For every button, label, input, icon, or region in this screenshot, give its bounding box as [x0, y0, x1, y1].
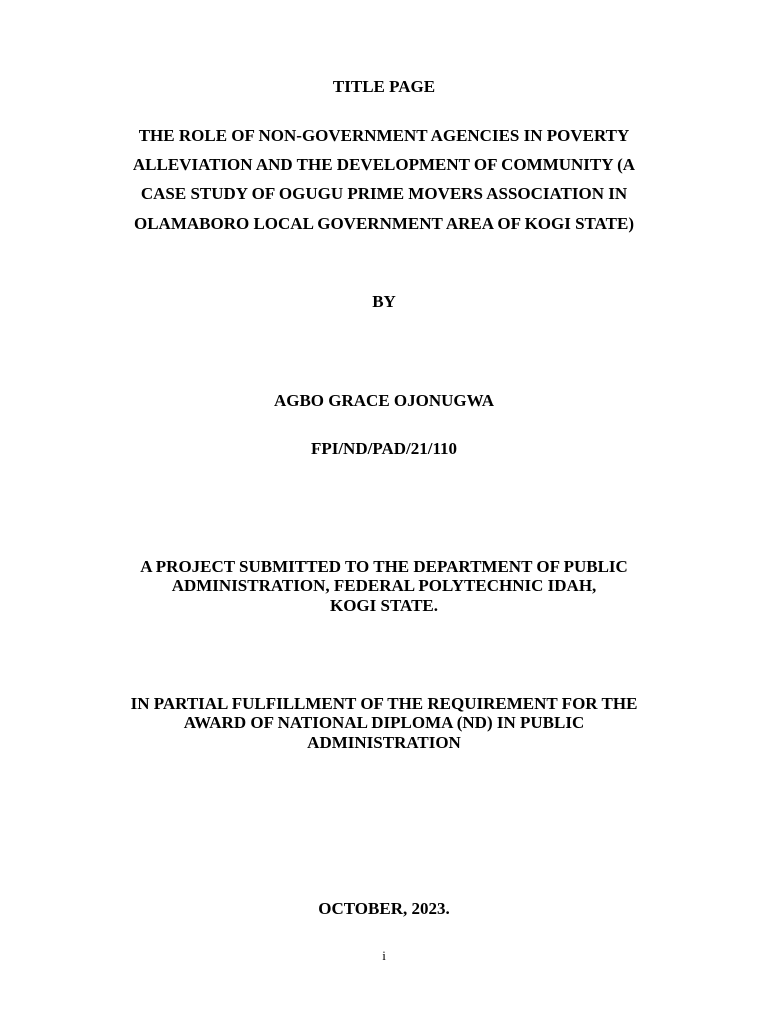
- page-number: i: [382, 948, 386, 963]
- title-line: ALLEVIATION AND THE DEVELOPMENT OF COMMUNITY (A: [132, 155, 636, 174]
- fulfillment-line: AWARD OF NATIONAL DIPLOMA (ND) IN PUBLIC: [183, 713, 585, 732]
- author-name: AGBO GRACE OJONUGWA: [273, 391, 495, 410]
- submission-line: KOGI STATE.: [329, 596, 438, 615]
- fulfillment-line: ADMINISTRATION: [307, 733, 461, 752]
- matric-number: FPI/ND/PAD/21/110: [310, 439, 458, 458]
- submission-line: A PROJECT SUBMITTED TO THE DEPARTMENT OF PUBLIC: [140, 557, 628, 576]
- title-line: CASE STUDY OF OGUGU PRIME MOVERS ASSOCIATION IN: [140, 184, 628, 203]
- submission-date: OCTOBER, 2023.: [318, 899, 450, 918]
- by-label: BY: [372, 292, 396, 311]
- submission-line: ADMINISTRATION, FEDERAL POLYTECHNIC IDAH,: [171, 576, 597, 595]
- fulfillment-line: IN PARTIAL FULFILLMENT OF THE REQUIREMENT FOR THE: [130, 694, 638, 713]
- title-line: THE ROLE OF NON-GOVERNMENT AGENCIES IN POVERTY: [138, 126, 630, 145]
- page-heading: TITLE PAGE: [332, 77, 436, 96]
- title-line: OLAMABORO LOCAL GOVERNMENT AREA OF KOGI STATE): [134, 214, 634, 233]
